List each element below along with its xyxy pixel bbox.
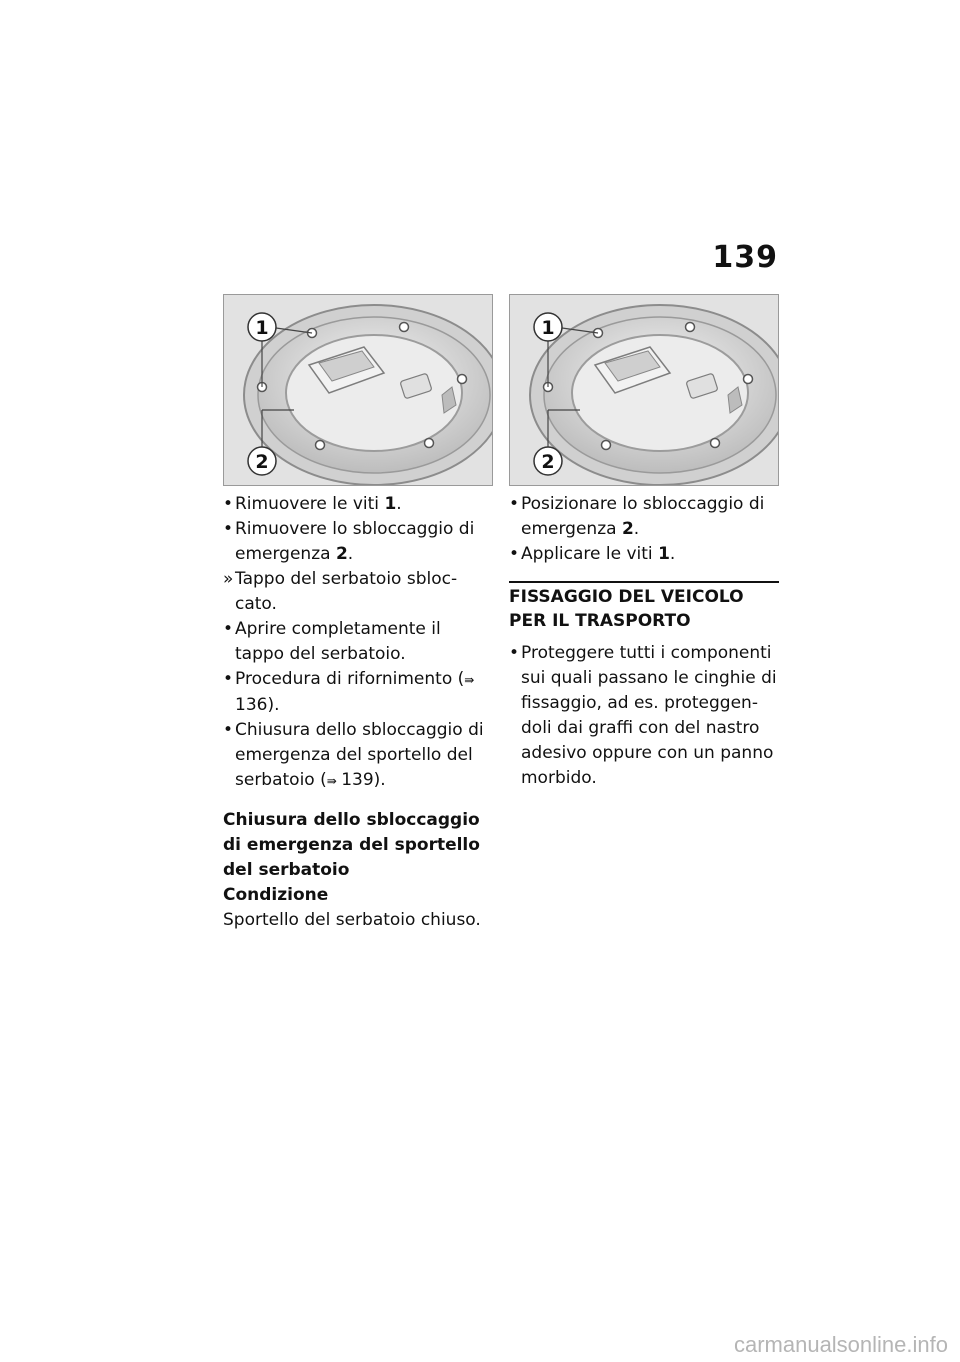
bullet-icon: • [509,544,520,564]
fuel-cap-illustration [510,295,779,486]
section-heading: FISSAGGIO DEL VEICOLO PER IL TRASPORTO [509,581,779,633]
bullet-icon: • [223,519,234,539]
page-ref-link[interactable]: 139 [341,770,374,790]
page-ref-link[interactable]: 136 [235,695,268,715]
list-item: • Chiusura dello sbloccaggio di emergenza del sportello del serbatoio (⇛ 139). [223,720,484,790]
condition-label: Condizione [223,885,329,905]
condition-text: Sportello del serbatoio chiuso. [223,910,481,930]
list-item: • Procedura di rifornimento (⇛ 136). [223,669,474,715]
callout-1: 1 [255,317,269,339]
bullet-icon: • [509,643,520,663]
page-ref-arrow-icon: ⇛ [464,673,474,687]
list-item: • Rimuovere le viti 1. [223,492,493,517]
list-item: • Aprire completamente il tappo del serbatoio. [223,619,441,664]
removal-steps [223,492,493,794]
section-subheading: Chiusura dello sbloccaggio di emergenza del sportello del serbatoio [223,810,480,880]
watermark: carmanualsonline.info [733,1332,948,1357]
fuel-cap-figure-remove [223,294,493,486]
list-item: • Posizionare lo sbloccaggio di emergenza 2. [509,494,765,539]
page-ref-arrow-icon: ⇛ [326,774,336,788]
left-column [223,492,493,933]
result-icon: » [223,569,234,589]
callout-2: 2 [255,451,269,473]
list-item: • Proteggere tutti i componenti sui quali passano le cinghie di fissaggio, ad es. proteggen-doli dai graffi con del nastro adesivo oppure con un panno morbido. [509,643,777,788]
callout-1: 1 [541,317,555,339]
fuel-cap-illustration [224,295,493,486]
list-item-result: » Tappo del serbatoio sbloc-cato. [223,569,458,614]
bullet-icon: • [223,720,234,740]
list-item: • Applicare le viti 1. [509,542,779,567]
install-steps [509,492,779,567]
list-item: • Rimuovere lo sbloccaggio di emergenza 2. [223,519,475,564]
bullet-icon: • [223,669,234,689]
bullet-icon: • [509,494,520,514]
bullet-icon: • [223,619,234,639]
bullet-icon: • [223,494,234,514]
right-column [509,492,779,791]
fuel-cap-figure-install [509,294,779,486]
transport-steps [509,641,779,791]
callout-2: 2 [541,451,555,473]
page-number: 139 [712,240,778,275]
